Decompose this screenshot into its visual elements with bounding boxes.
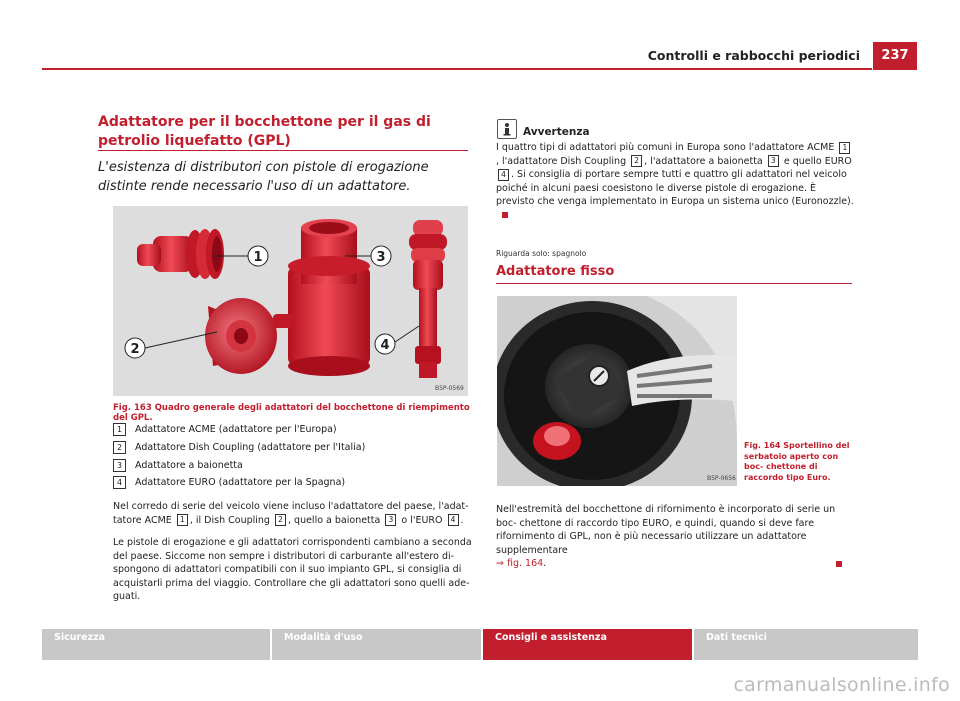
figure-164-caption: Fig. 164 Sportellino del serbatoio aperto con boc- chettone di raccordo tipo Euro. — [744, 441, 850, 482]
tab-modalita-duso[interactable]: Modalità d'uso — [272, 629, 481, 660]
applicability-note: Riguarda solo: spagnolo — [496, 249, 587, 258]
end-marker — [836, 561, 842, 567]
section-rule — [98, 150, 468, 151]
info-icon — [497, 119, 517, 139]
callout-3: 3 — [376, 250, 386, 265]
paragraph-fixed-adapter: Nell'estremità del bocchettone di rifornimento è incorporato di serie un boc- chettone di raccordo tipo EURO, e quindi, quando si deve fare rifornimento di GPL, non è più necessario utilizzare un adattatore supplementare ⇒ fig. 164. — [496, 503, 856, 571]
paragraph-kit-contents: Nel corredo di serie del veicolo viene incluso l'adattatore del paese, l'adat- tatore ACME 1 , il Dish Coupling 2 , quello a baionetta 3 o l'EURO 4 . — [113, 501, 469, 526]
legend-item: 2 Adattatore Dish Coupling (adattatore per l'Italia) — [113, 441, 473, 455]
tab-sicurezza[interactable]: Sicurezza — [42, 629, 270, 660]
figure-163-adapters — [113, 206, 468, 396]
warning-title: Avvertenza — [523, 126, 590, 138]
legend-item: 1 Adattatore ACME (adattatore per l'Europa) — [113, 423, 473, 437]
figure-164-link[interactable]: ⇒ fig. 164 — [496, 558, 544, 569]
page-number: 237 — [873, 42, 917, 70]
section-intro: L'esistenza di distributori con pistole di erogazione distinte rende necessario l'uso di un adattatore. — [98, 160, 429, 194]
section-title-fixed-adapter: Adattatore fisso — [496, 264, 615, 279]
adapters-illustration — [113, 206, 468, 396]
chapter-title: Controlli e rabbocchi periodici — [647, 48, 860, 63]
end-marker — [502, 212, 508, 218]
figure-163-caption: Fig. 163 Quadro generale degli adattatori del bocchettone di riempimento del GPL. — [113, 403, 470, 423]
dish-adapter-shape — [205, 298, 277, 374]
tab-consigli-e-assistenza[interactable]: Consigli e assistenza — [483, 629, 692, 660]
section-rule — [496, 283, 852, 284]
callout-1: 1 — [253, 250, 263, 265]
callout-4: 4 — [380, 338, 390, 353]
tab-dati-tecnici[interactable]: Dati tecnici — [694, 629, 918, 660]
legend-item: 3 Adattatore a baionetta — [113, 459, 473, 473]
fuel-flap-illustration — [497, 296, 737, 486]
figure-code: B5P-0569 — [435, 385, 464, 392]
figure-code: B5P-0656 — [707, 475, 736, 482]
header-rule — [42, 68, 872, 70]
paragraph-country-variations: Le pistole di erogazione e gli adattatori corrispondenti cambiano a seconda del paese. Siccome non sempre i distributori di carburante all'estero di- spongono di adattatori compatibili con il suo impianto GPL, si consiglia di acquistarli prima del viaggio. Controllare che gli adattatori sono quelli ade- guati. — [113, 537, 472, 602]
section-title-gpl-adapter: Adattatore per il bocchettone per il gas di petrolio liquefatto (GPL) — [98, 114, 431, 149]
watermark: carmanualsonline.info — [733, 674, 950, 696]
callout-2: 2 — [130, 342, 140, 357]
warning-text: I quattro tipi di adattatori più comuni in Europa sono l'adattatore ACME 1, l'adattatore Dish Coupling 2 , l'adattatore a baionetta 3 e quello EURO 4 . Si consiglia di portare sempre tutti e quattro gli adattatori nel veicolo poiché in alcuni paesi coesistono le diverse pistole di erogazione. È previsto che venga implementato in Europa un sistema unico (Euronozzle). — [496, 141, 854, 222]
legend-item: 4 Adattatore EURO (adattatore per la Spagna) — [113, 476, 473, 490]
figure-164-fuel-flap — [497, 296, 737, 486]
footer-nav — [42, 629, 918, 660]
